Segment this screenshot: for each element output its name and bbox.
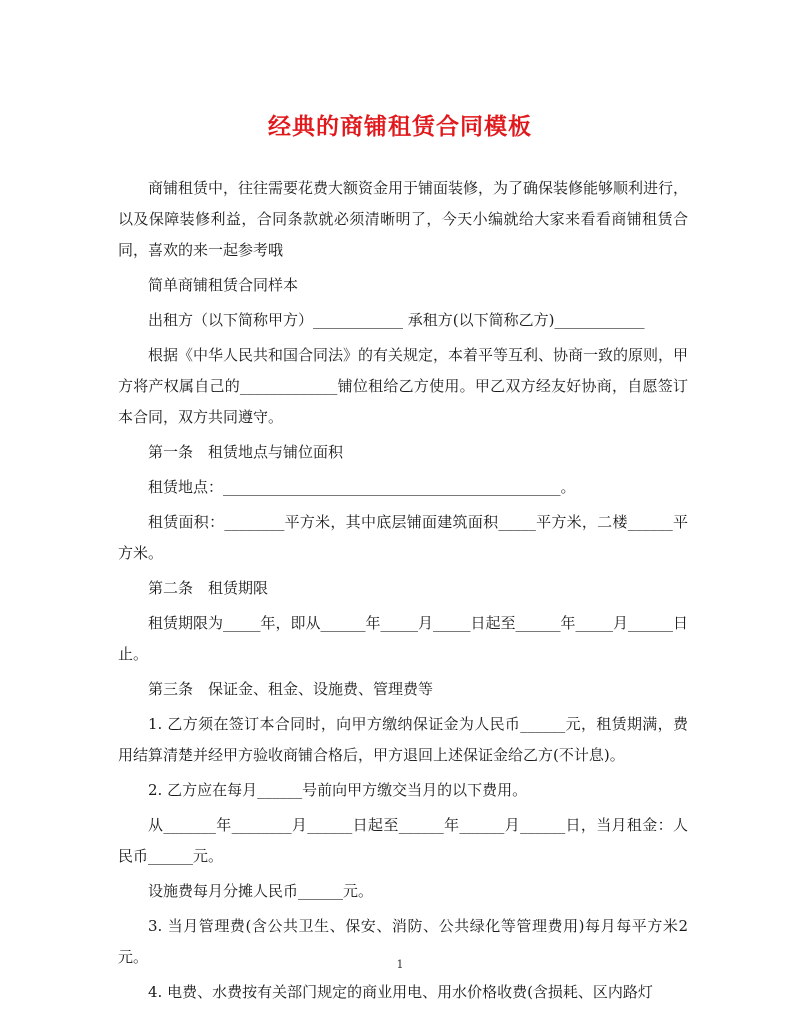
paragraph-management-fee: 3. 当月管理费(含公共卫生、保安、消防、公共绿化等管理费用)每月每平方米2元。 (118, 917, 688, 966)
clause-2-heading: 第二条 租赁期限 (148, 579, 269, 597)
paragraph-rental-location: 租赁地点：_____________________________________________。 (148, 478, 576, 496)
paragraph-rental-area: 租赁面积：________平方米，其中底层铺面建筑面积_____平方米，二楼______平方米。 (118, 513, 688, 562)
clause-1-heading: 第一条 租赁地点与铺位面积 (148, 443, 344, 461)
paragraph-parties: 出租方（以下简称甲方）____________ 承租方(以下简称乙方)____________ (148, 311, 645, 329)
document-body (118, 173, 688, 1008)
paragraph-legal-basis: 根据《中华人民共和国合同法》的有关规定，本着平等互利、协商一致的原则，甲方将产权属自己的_____________铺位租给乙方使用。甲乙双方经友好协商，自愿签订本合同，双方共同遵守。 (118, 346, 689, 426)
paragraph-utilities: 4. 电费、水费按有关部门规定的商业用电、用水价格收费(含损耗、区内路灯 (148, 983, 653, 1001)
paragraph-intro: 商铺租赁中，往往需要花费大额资金用于铺面装修，为了确保装修能够顺利进行，以及保障装修利益，合同条款就必须清晰明了，今天小编就给大家来看看商铺租赁合同，喜欢的来一起参考哦 (118, 179, 689, 259)
paragraph-facility-fee: 设施费每月分摊人民币______元。 (148, 882, 374, 900)
paragraph-sample-heading: 简单商铺租赁合同样本 (148, 276, 299, 294)
paragraph-rental-term: 租赁期限为_____年，即从______年_____月_____日起至______年_____月______日止。 (118, 614, 689, 663)
clause-3-heading: 第三条 保证金、租金、设施费、管理费等 (148, 680, 434, 698)
paragraph-monthly-rent: 从_______年________月______日起至______年______月______日，当月租金：人民币______元。 (118, 816, 688, 865)
document-title: 经典的商铺租赁合同模板 (268, 114, 532, 140)
paragraph-deposit: 1. 乙方须在签订本合同时，向甲方缴纳保证金为人民币______元，租赁期满，费用结算清楚并经甲方验收商铺合格后，甲方退回上述保证金给乙方(不计息)。 (118, 715, 688, 764)
paragraph-monthly-fees: 2. 乙方应在每月______号前向甲方缴交当月的以下费用。 (148, 781, 528, 799)
page-number: 1 (396, 958, 404, 971)
